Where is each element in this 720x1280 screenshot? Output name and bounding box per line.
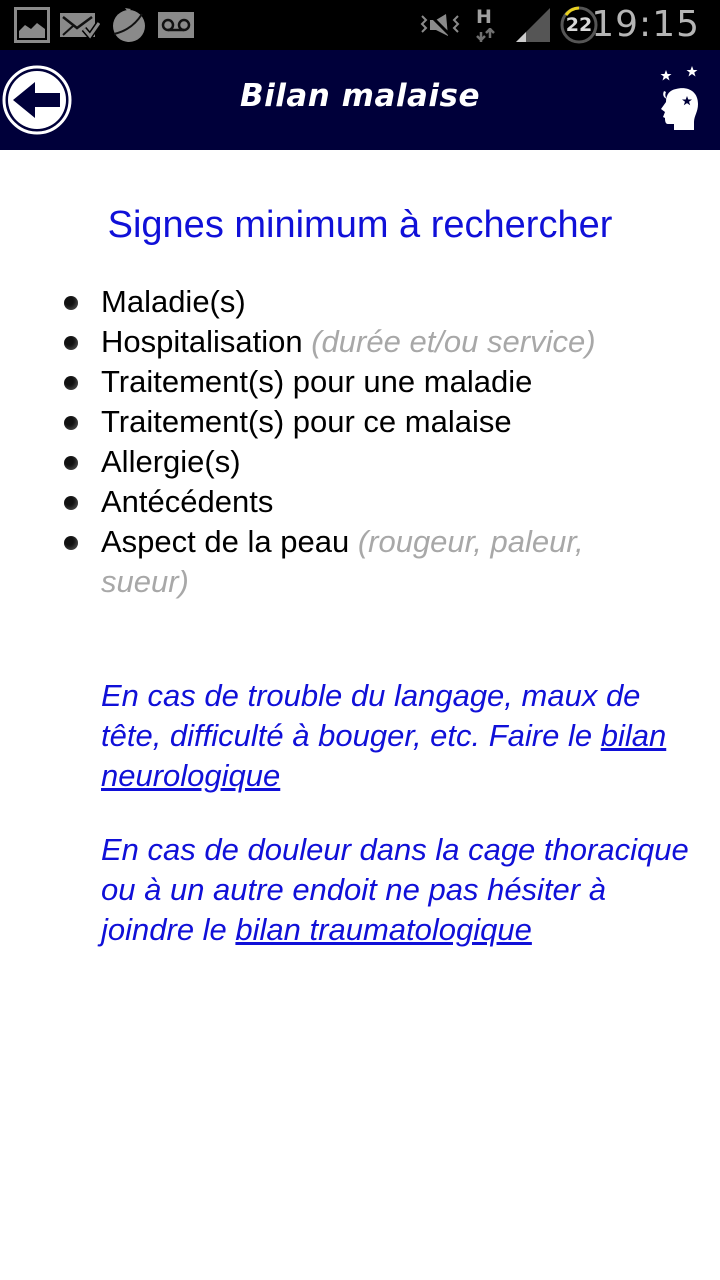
dizzy-head-icon bbox=[656, 64, 706, 134]
battery-level: 22 bbox=[565, 14, 593, 36]
list-item bbox=[0, 282, 720, 322]
content bbox=[0, 150, 720, 1280]
sign-hint: (rougeur, paleur, sueur) bbox=[101, 524, 584, 599]
note-text: En cas de douleur dans la cage thoracique ou à un autre endoit ne pas hésiter à joindre le bbox=[101, 832, 689, 947]
gallery-icon bbox=[14, 7, 50, 43]
bilan-neurologique-link[interactable]: bilan neurologique bbox=[101, 718, 667, 793]
bullet-icon bbox=[64, 416, 78, 430]
hspa-data-icon bbox=[474, 6, 498, 46]
list-item bbox=[0, 482, 720, 522]
bullet-icon bbox=[64, 376, 78, 390]
sync-globe-icon bbox=[110, 6, 148, 44]
neuro-note bbox=[101, 676, 701, 796]
sign-hint: (durée et/ou service) bbox=[311, 324, 596, 359]
mail-sent-icon bbox=[60, 11, 100, 39]
sign-label: Aspect de la peau bbox=[101, 524, 350, 559]
clock: 19:15 bbox=[591, 4, 700, 45]
sign-label: Antécédents bbox=[101, 484, 274, 519]
list-item bbox=[0, 522, 720, 602]
bullet-icon bbox=[64, 456, 78, 470]
app-bar bbox=[0, 50, 720, 150]
sign-label: Traitement(s) pour ce malaise bbox=[101, 404, 512, 439]
bullet-icon bbox=[64, 536, 78, 550]
sign-label: Maladie(s) bbox=[101, 284, 246, 319]
voicemail-icon bbox=[158, 12, 194, 38]
bullet-icon bbox=[64, 336, 78, 350]
list-item bbox=[0, 442, 720, 482]
network-type: H bbox=[476, 6, 492, 28]
bullet-icon bbox=[64, 296, 78, 310]
signal-icon bbox=[516, 8, 550, 42]
dizzy-head-button[interactable] bbox=[656, 64, 706, 134]
bullet-icon bbox=[64, 496, 78, 510]
list-item bbox=[0, 362, 720, 402]
sign-label: Traitement(s) pour une maladie bbox=[101, 364, 533, 399]
vibrate-mute-icon bbox=[420, 12, 460, 38]
status-bar bbox=[0, 0, 720, 50]
list-item bbox=[0, 322, 720, 362]
section-title: Signes minimum à rechercher bbox=[107, 204, 613, 246]
note-text: En cas de trouble du langage, maux de tête, difficulté à bouger, etc. Faire le bbox=[101, 678, 641, 753]
trauma-note bbox=[101, 830, 701, 950]
sign-label: Hospitalisation bbox=[101, 324, 303, 359]
bilan-traumatologique-link[interactable]: bilan traumatologique bbox=[235, 912, 532, 947]
signs-list bbox=[0, 282, 720, 602]
page-title: Bilan malaise bbox=[239, 78, 481, 114]
list-item bbox=[0, 402, 720, 442]
sign-label: Allergie(s) bbox=[101, 444, 241, 479]
